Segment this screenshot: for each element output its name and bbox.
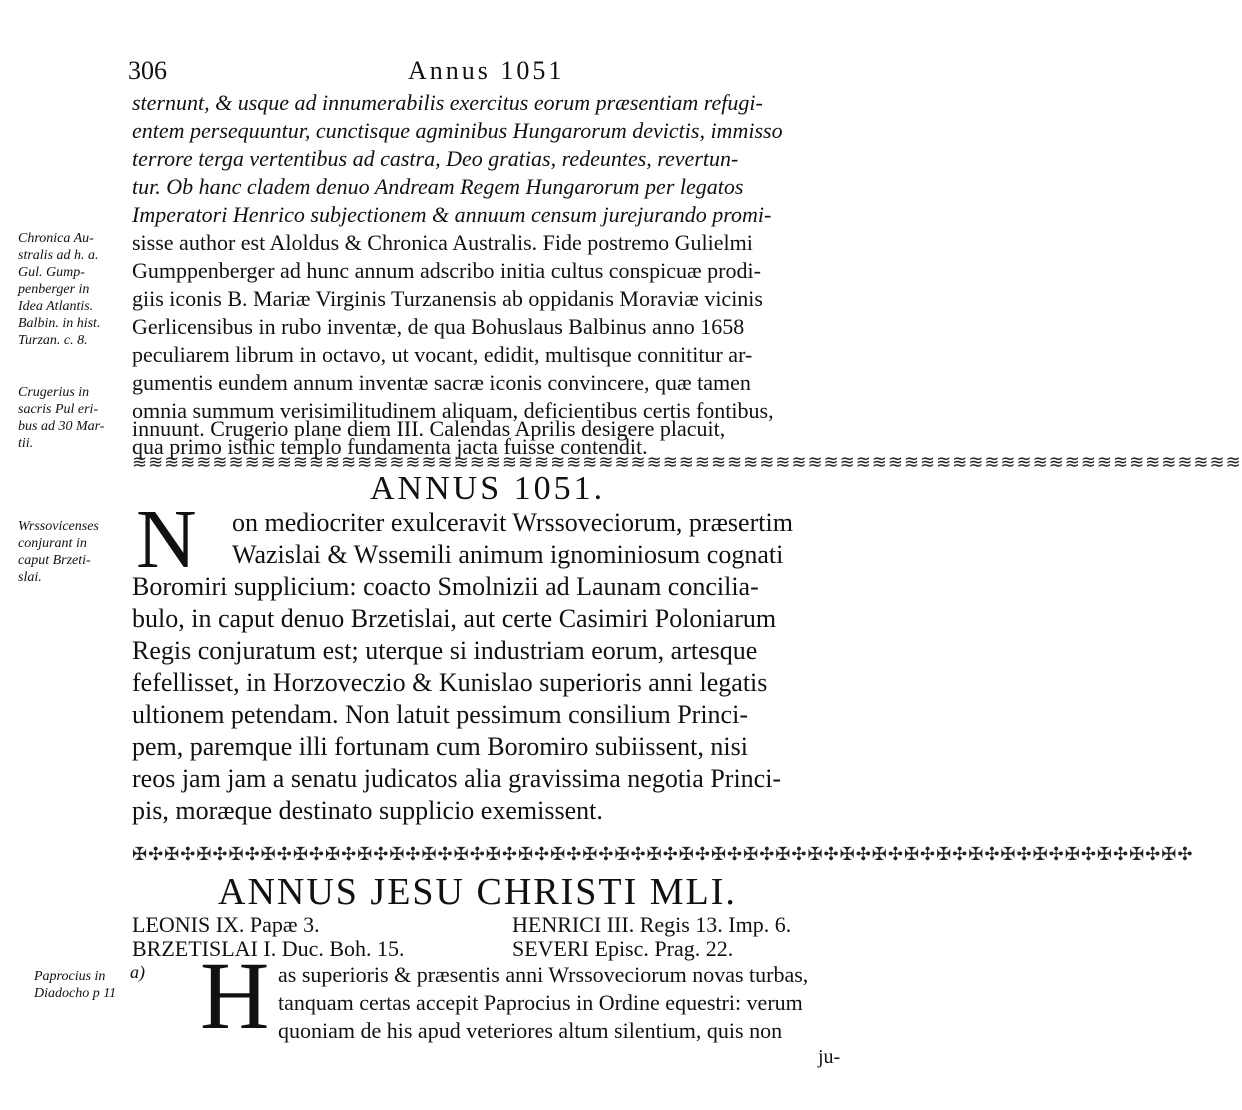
text-line: pis, moræque destinato supplicio exemissent.	[132, 796, 603, 825]
text-line: Regis conjuratum est; uterque si industriam eorum, artesque	[132, 636, 758, 665]
margin-note-paprocius: Paprocius in Diadocho p 11	[34, 969, 117, 1001]
text-line: Gerlicensibus in rubo inventæ, de qua Bohuslaus Balbinus anno 1658	[132, 314, 745, 339]
text-line: entem persequuntur, cunctisque agminibus Hungarorum devictis, immisso	[132, 118, 783, 143]
text-line: tanquam certas accepit Paprocius in Ordine equestri: verum	[278, 990, 803, 1015]
regnal-table-cell: SEVERI Episc. Prag. 22.	[512, 936, 734, 961]
page-number: 306	[128, 56, 167, 85]
margin-note-wrssovicenses: Wrssovicenses conjurant in caput Brzeti- slai.	[18, 519, 99, 585]
regnal-table-cell: HENRICI III. Regis 13. Imp. 6.	[512, 912, 792, 937]
text-line: tur. Ob hanc cladem denuo Andream Regem Hungarorum per legatos	[132, 174, 744, 199]
text-line: innuunt. Crugerio plane diem III. Calendas Aprilis desigere placuit,	[132, 416, 726, 441]
margin-note-chronica: Chronica Au- stralis ad h. a. Gul. Gump- penberger in Idea Atlantis. Balbin. in hist. Turzan. c. 8.	[18, 231, 101, 348]
drop-cap: N	[136, 493, 197, 586]
drop-cap: H	[200, 942, 270, 1049]
text-line: Imperatori Henrico subjectionem & annuum censum jurejurando promi-	[132, 202, 772, 227]
text-line: as superioris & præsentis anni Wrssoveciorum novas turbas,	[278, 962, 809, 987]
text-line: giis iconis B. Mariæ Virginis Turzanensis ab oppidanis Moraviæ vicinis	[132, 286, 763, 311]
footnote-marker: a)	[130, 962, 145, 982]
text-line: omnia summum verisimilitudinem aliquam, deficientibus certis fontibus,	[132, 398, 774, 423]
margin-note-crugerius: Crugerius in sacris Pul eri- bus ad 30 Mar- tii.	[18, 385, 105, 451]
text-line: Wazislai & Wssemili animum ignominiosum cognati	[232, 540, 784, 569]
regnal-table-cell: BRZETISLAI I. Duc. Boh. 15.	[132, 936, 405, 961]
regnal-table-cell: LEONIS IX. Papæ 3.	[132, 912, 320, 937]
text-line: sisse author est Aloldus & Chronica Australis. Fide postremo Gulielmi	[132, 230, 753, 255]
text-line: qua primo isthic templo fundamenta jacta fuisse contendit.	[132, 434, 648, 459]
text-line: gumentis eundem annum inventæ sacræ iconis convincere, quæ tamen	[132, 370, 751, 395]
text-line: sternunt, & usque ad innumerabilis exercitus eorum præsentiam refugi-	[132, 90, 763, 115]
running-title: Annus 1051	[408, 56, 565, 85]
text-line: peculiarem librum in octavo, ut vocant, edidit, multisque connititur ar-	[132, 342, 753, 367]
text-line: reos jam jam a senatu judicatos alia gravissima negotia Princi-	[132, 764, 782, 793]
ornament-rule: ≋≋≋≋≋≋≋≋≋≋≋≋≋≋≋≋≋≋≋≋≋≋≋≋≋≋≋≋≋≋≋≋≋≋≋≋≋≋≋≋≋≋≋≋≋≋≋≋≋≋≋≋≋≋≋≋≋≋≋≋≋≋≋≋≋≋≋≋≋	[132, 452, 1242, 472]
catchword: ju-	[818, 1046, 841, 1068]
section-heading: ANNUS 1051.	[370, 470, 606, 507]
text-line: fefellisset, in Horzoveczio & Kunislao superioris anni legatis	[132, 668, 768, 697]
text-line: on mediocriter exulceravit Wrssoveciorum, præsertim	[232, 508, 793, 537]
text-line: terrore terga vertentibus ad castra, Deo gratias, redeuntes, revertun-	[132, 146, 739, 171]
section-heading: ANNUS JESU CHRISTI MLI.	[218, 871, 737, 913]
text-line: pem, paremque illi fortunam cum Boromiro subiissent, nisi	[132, 732, 748, 761]
text-line: ultionem petendam. Non latuit pessimum consilium Princi-	[132, 700, 748, 729]
text-line: Gumppenberger ad hunc annum adscribo initia cultus conspicuæ prodi-	[132, 258, 761, 283]
text-line: Boromiri supplicium: coacto Smolnizii ad Launam concilia-	[132, 572, 759, 601]
text-line: bulo, in caput denuo Brzetislai, aut certe Casimiri Poloniarum	[132, 604, 777, 633]
ornament-rule: ✠✣✠✣✠✣✠✣✠✣✠✣✠✣✠✣✠✣✠✣✠✣✠✣✠✣✠✣✠✣✠✣✠✣✠✣✠✣✠✣✠✣✠✣✠✣✠✣✠✣✠✣✠✣✠✣✠✣✠✣✠✣✠✣✠✣	[132, 844, 1194, 864]
text-line: quoniam de his apud veteriores altum silentium, quis non	[278, 1018, 783, 1043]
